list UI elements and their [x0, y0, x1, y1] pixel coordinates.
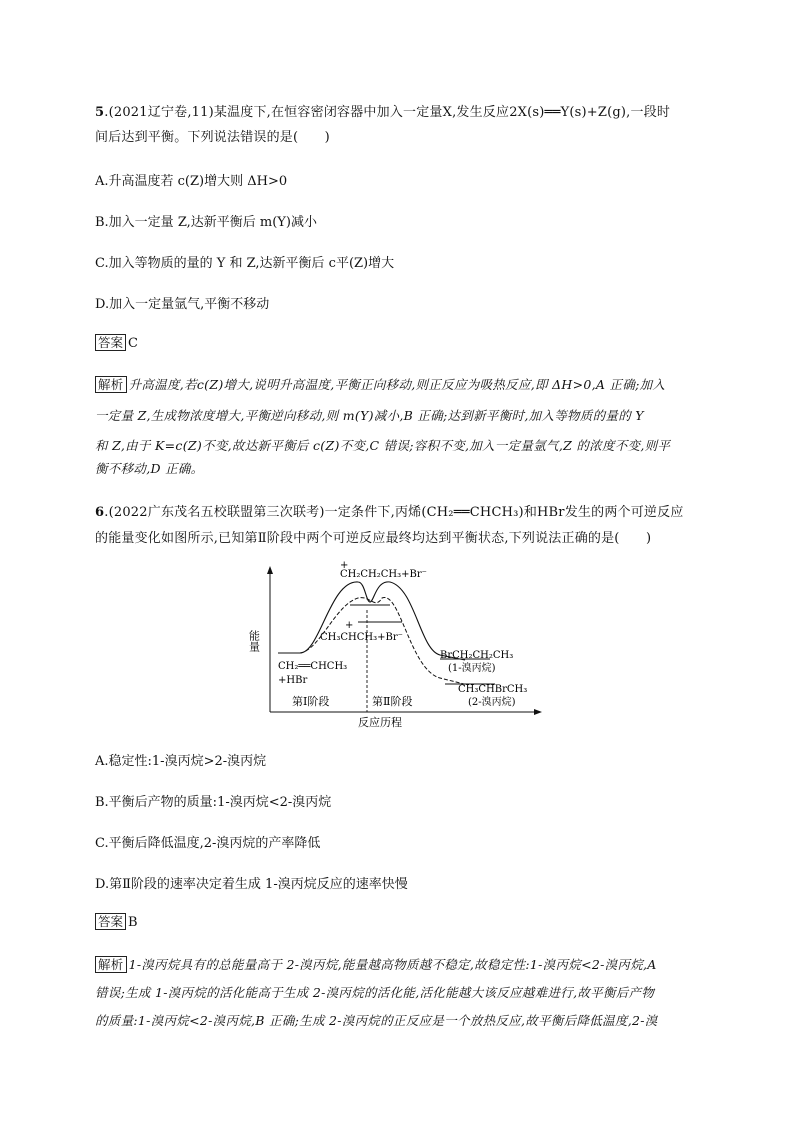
top-species-label: CH₂CH₂CH₃+Br⁻	[340, 569, 427, 580]
solid-energy-curve	[278, 582, 465, 660]
q6-answer-value: B	[128, 915, 138, 930]
mid-plus: +	[345, 620, 354, 631]
q5-explanation-line2: 一定量 Z,生成物浓度增大,平衡逆向移动,则 m(Y)减小,B 正确;达到新平衡时,加入等物质的量的 Y	[95, 408, 644, 423]
q6-number: 6	[95, 505, 105, 520]
q5-option-d: D.加入一定量氩气,平衡不移动	[95, 297, 270, 312]
q6-answer	[95, 913, 138, 930]
q6-stem-line2: 的能量变化如图所示,已知第Ⅱ阶段中两个可逆反应最终均达到平衡状态,下列说法正确的是( )	[95, 531, 652, 546]
stage1-label: 第Ⅰ阶段	[292, 695, 330, 708]
q6-option-c: C.平衡后降低温度,2-溴丙烷的产率降低	[95, 836, 321, 851]
q5-stem-line2: 间后达到平衡。下列说法错误的是( )	[95, 130, 330, 145]
q5-explanation-line1: 解析 升高温度,若c(Z)增大,说明升高温度,平衡正向移动,则正反应为吸热反应,即 ΔH>0,A 正确;加入	[95, 375, 665, 393]
q5-number: 5	[95, 105, 105, 120]
q6-explanation-line3: 的质量:1-溴丙烷<2-溴丙烷,B 正确;生成 2-溴丙烷的正反应是一个放热反应,故平衡后降低温度,2-溴	[95, 1013, 658, 1028]
q6-stem-line1: 6.(2022广东茂名五校联盟第三次联考)一定条件下,丙烯(CH₂══CHCH₃)和HBr发生的两个可逆反应	[95, 505, 684, 520]
energy-profile-diagram	[247, 560, 550, 730]
answer-tag: 答案	[95, 913, 126, 930]
top-plus: +	[340, 560, 349, 571]
answer-tag: 答案	[95, 334, 126, 351]
explanation-tag: 解析	[95, 376, 127, 393]
q5-option-c: C.加入等物质的量的 Y 和 Z,达新平衡后 c平(Z)增大	[95, 256, 395, 271]
q6-option-a: A.稳定性:1-溴丙烷>2-溴丙烷	[95, 754, 267, 769]
reactant-label-2: +HBr	[278, 675, 308, 686]
product2-name: (2-溴丙烷)	[468, 697, 516, 708]
stage2-label: 第Ⅱ阶段	[372, 695, 413, 708]
q5-explanation-line3: 和 Z,由于 K=c(Z)不变,故达新平衡后 c(Z)不变,C 错误;容积不变,加入一定量氩气,Z 的浓度不变,则平	[95, 438, 671, 453]
x-axis-arrow	[534, 709, 542, 715]
y-axis-arrow	[267, 566, 273, 574]
product1-name: (1-溴丙烷)	[448, 663, 496, 674]
product1-formula: BrCH₂CH₂CH₃	[440, 650, 514, 661]
q5-option-b: B.加入一定量 Z,达新平衡后 m(Y)减小	[95, 215, 317, 230]
q5-answer-value: C	[128, 336, 138, 351]
q6-option-d: D.第Ⅱ阶段的速率决定着生成 1-溴丙烷反应的速率快慢	[95, 877, 408, 892]
mid-species-label: CH₃CHCH₃+Br⁻	[320, 632, 403, 643]
q5-explanation-line4: 衡不移动,D 正确。	[95, 461, 204, 476]
q5-option-a: A.升高温度若 c(Z)增大则 ΔH>0	[95, 174, 288, 189]
reactant-label-1: CH₂══CHCH₃	[278, 661, 348, 672]
q6-option-b: B.平衡后产物的质量:1-溴丙烷<2-溴丙烷	[95, 795, 332, 810]
y-axis-label: 能量	[247, 630, 261, 652]
q6-explanation-line2: 错误;生成 1-溴丙烷的活化能高于生成 2-溴丙烷的活化能,活化能越大该反应越难进行,故平衡后产物	[95, 985, 655, 1000]
x-axis-label: 反应历程	[358, 716, 402, 729]
q6-explanation-line1: 解析 1-溴丙烷具有的总能量高于 2-溴丙烷,能量越高物质越不稳定,故稳定性:1-溴丙烷<2-溴丙烷,A	[95, 955, 657, 973]
q5-stem-line1: 5.(2021辽宁卷,11)某温度下,在恒容密闭容器中加入一定量X,发生反应2X(s)══Y(s)+Z(g),一段时	[95, 105, 671, 120]
q5-answer	[95, 334, 138, 351]
product2-formula: CH₃CHBrCH₃	[458, 684, 528, 695]
explanation-tag: 解析	[95, 956, 127, 973]
